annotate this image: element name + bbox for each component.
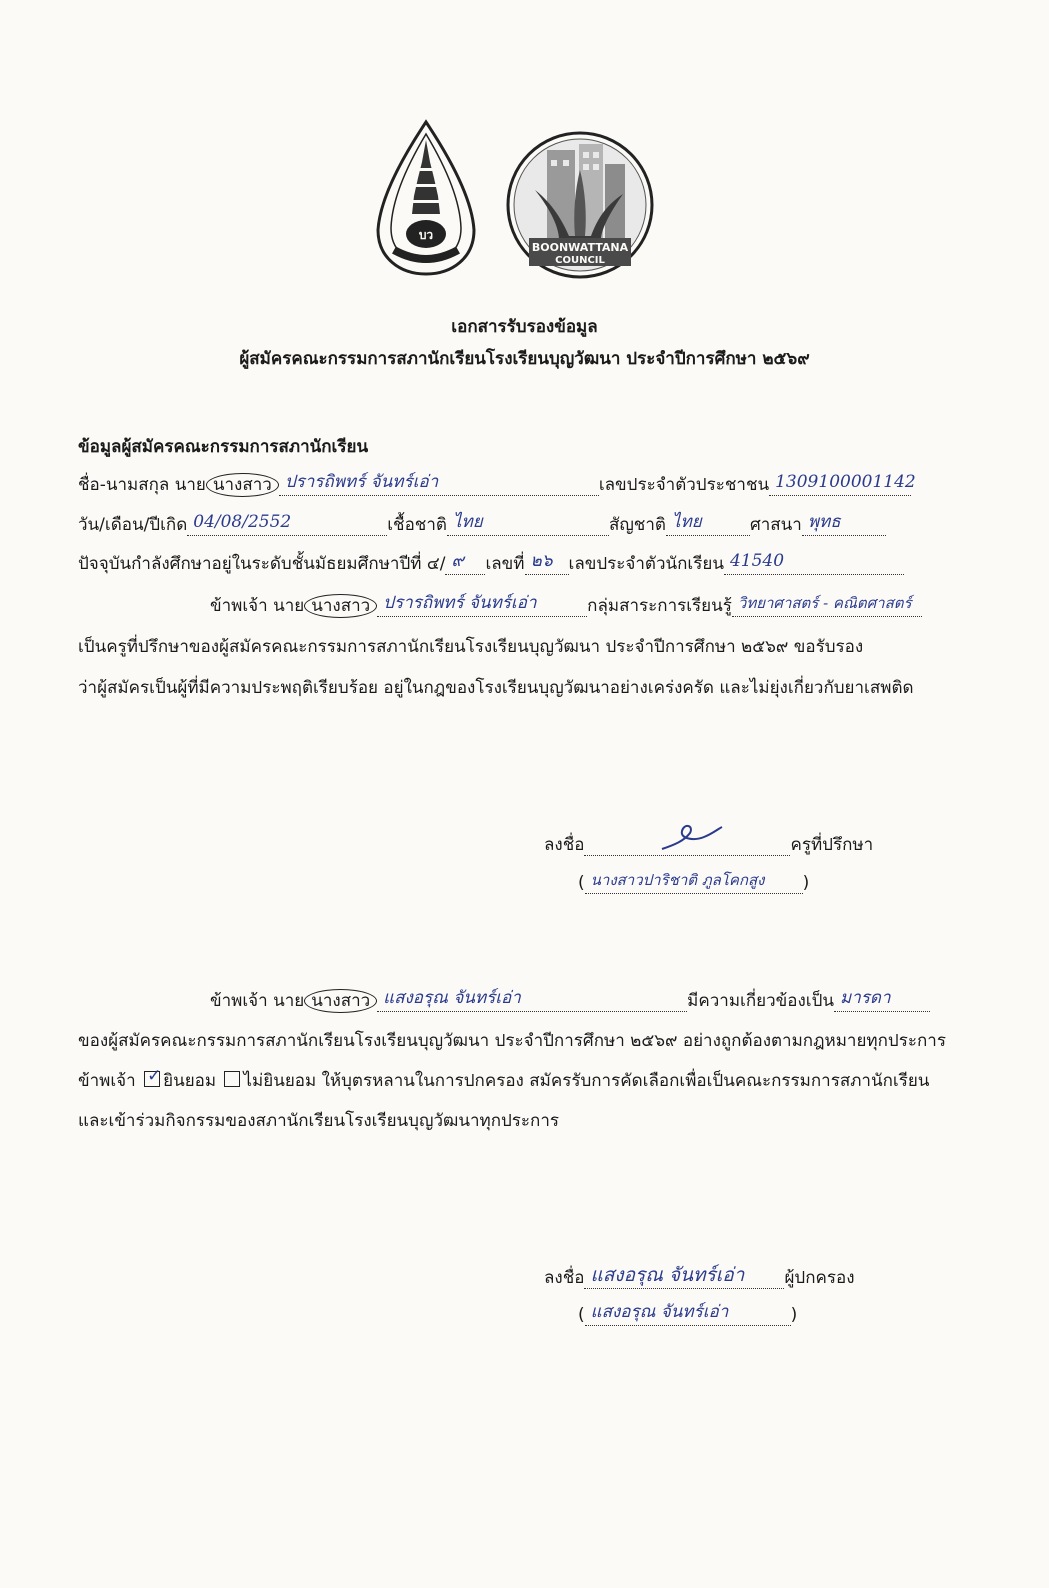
number-field (525, 551, 569, 575)
group-field (732, 594, 922, 617)
guardian-printed-name: แสงอรุณ จันทร์เอ่า (590, 1302, 729, 1322)
teacher-sign-role: ครูที่ปรึกษา (790, 835, 874, 855)
teacher-line-3: ว่าผู้สมัครเป็นผู้ที่มีความประพฤติเรียบร้อย อยู่ในกฎของโรงเรียนบุญวัฒนาอย่างเคร่งครัด และไม่ยุ่งเกี่ยวกับยาเสพติด (78, 678, 914, 698)
guardian-prefix: ข้าพเจ้า นาย (210, 991, 305, 1011)
dob-field (187, 512, 387, 536)
guardian-row (210, 990, 930, 1012)
applicant-name-row (78, 472, 916, 496)
guardian-signature-field (584, 1264, 784, 1289)
religion-label: ศาสนา (749, 515, 802, 535)
relation-label: มีความเกี่ยวข้องเป็น (687, 991, 835, 1011)
check-icon: ✓ (147, 1066, 162, 1086)
id-handwritten: 1309100001142 (775, 472, 916, 492)
guardian-name-handwritten: แสงอรุณ จันทร์เอ่า (383, 988, 521, 1008)
race-handwritten: ไทย (452, 512, 483, 532)
decline-checkbox[interactable] (224, 1071, 240, 1087)
teacher-line-2: เป็นครูที่ปรึกษาของผู้สมัครคณะกรรมการสภานักเรียนโรงเรียนบุญวัฒนา ประจำปีการศึกษา ๒๕๖๙ ขอรับรอง (78, 637, 864, 657)
guardian-line-4: และเข้าร่วมกิจกรรมของสภานักเรียนโรงเรียนบุญวัฒนาทุกประการ (78, 1111, 560, 1131)
teacher-name-handwritten: ปรารถิพทร์ จันทร์เอ่า (383, 593, 537, 613)
applicant-section-title: ข้อมูลผู้สมัครคณะกรรมการสภานักเรียน (78, 437, 369, 457)
teacher-printed-name-field (585, 871, 803, 894)
room-field (445, 551, 485, 575)
religion-field (802, 512, 886, 536)
group-label: กลุ่มสาระการเรียนรู้ (587, 596, 732, 616)
religion-handwritten: พุทธ (807, 512, 841, 532)
logo-text-2: COUNCIL (555, 255, 605, 266)
relation-handwritten: มารดา (840, 988, 891, 1008)
school-emblem (372, 118, 480, 278)
dob-handwritten: 04/08/2552 (193, 512, 292, 532)
guardian-signature: แสงอรุณ จันทร์เอ่า (590, 1264, 745, 1286)
name-handwritten: ปรารถิพทร์ จันทร์เอ่า (284, 472, 439, 492)
id-field (769, 472, 916, 496)
nationality-field (666, 512, 750, 536)
student-id-label: เลขประจำตัวนักเรียน (568, 554, 724, 574)
id-label: เลขประจำตัวประชาชน (598, 475, 770, 495)
applicant-dob-row (78, 514, 886, 536)
room-handwritten: ๙ (451, 551, 464, 571)
number-handwritten: ๒๖ (530, 551, 553, 571)
consent-label: ยินยอม (163, 1071, 217, 1091)
guardian-sign-role: ผู้ปกครอง (784, 1268, 855, 1288)
nationality-handwritten: ไทย (671, 512, 702, 532)
guardian-line-3 (78, 1066, 930, 1092)
teacher-printed-name-row: ( นางสาวปาริชาติ ภูลโคกสูง ) (578, 871, 810, 893)
teacher-signature (654, 819, 724, 853)
guardian-signature-row (544, 1264, 855, 1289)
guardian-sign-label: ลงชื่อ (544, 1268, 585, 1288)
logo-text-1: BOONWATTANA (531, 241, 629, 254)
teacher-name-field (377, 593, 587, 617)
name-field (279, 472, 599, 496)
document-subtitle: ผู้สมัครคณะกรรมการสภานักเรียนโรงเรียนบุญวัฒนา ประจำปีการศึกษา ๒๕๖๙ (239, 349, 810, 369)
teacher-row (210, 595, 922, 617)
teacher-signature-row (544, 834, 873, 856)
student-id-handwritten: 41540 (729, 551, 785, 571)
teacher-signature-field (584, 837, 790, 856)
number-label: เลขที่ (485, 554, 525, 574)
race-label: เชื้อชาติ (387, 515, 447, 535)
document-title: เอกสารรับรองข้อมูล (451, 317, 598, 337)
miss-title-circled: นางสาว (206, 473, 279, 497)
guardian-miss-circled: นางสาว (304, 989, 377, 1013)
student-council-logo (505, 130, 655, 280)
guardian-line-2: ของผู้สมัครคณะกรรมการสภานักเรียนโรงเรียนบุญวัฒนา ประจำปีการศึกษา ๒๕๖๙ อย่างถูกต้องตามกฎหมายทุกประการ (78, 1031, 946, 1051)
nationality-label: สัญชาติ (608, 515, 666, 535)
teacher-sign-label: ลงชื่อ (544, 835, 585, 855)
guardian-printed-name-row: ( แสงอรุณ จันทร์เอ่า ) (578, 1302, 798, 1325)
dob-label: วัน/เดือน/ปีเกิด (78, 515, 188, 535)
guardian-printed-name-field (585, 1302, 791, 1326)
decline-label: ไม่ยินยอม (243, 1071, 317, 1091)
guardian-line-3-prefix: ข้าพเจ้า (78, 1071, 136, 1091)
study-label: ปัจจุบันกำลังศึกษาอยู่ในระดับชั้นมัธยมศึกษาปีที่ ๔/ (78, 554, 446, 574)
guardian-line-3-rest: ให้บุตรหลานในการปกครอง สมัครรับการคัดเลือกเพื่อเป็นคณะกรรมการสภานักเรียน (321, 1071, 930, 1091)
consent-checkbox[interactable] (144, 1066, 162, 1087)
teacher-miss-circled: นางสาว (304, 594, 377, 618)
svg-text:บว: บว (418, 228, 434, 242)
teacher-prefix: ข้าพเจ้า นาย (210, 596, 305, 616)
race-field (447, 512, 609, 536)
teacher-printed-name: นางสาวปาริชาติ ภูลโคกสูง (590, 871, 765, 889)
student-id-field (724, 551, 904, 575)
name-label: ชื่อ-นามสกุล นาย (78, 475, 206, 495)
guardian-name-field (377, 988, 687, 1012)
group-handwritten: วิทยาศาสตร์ - คณิตศาสตร์ (737, 594, 912, 612)
applicant-study-row (78, 553, 904, 575)
relation-field (834, 988, 930, 1012)
